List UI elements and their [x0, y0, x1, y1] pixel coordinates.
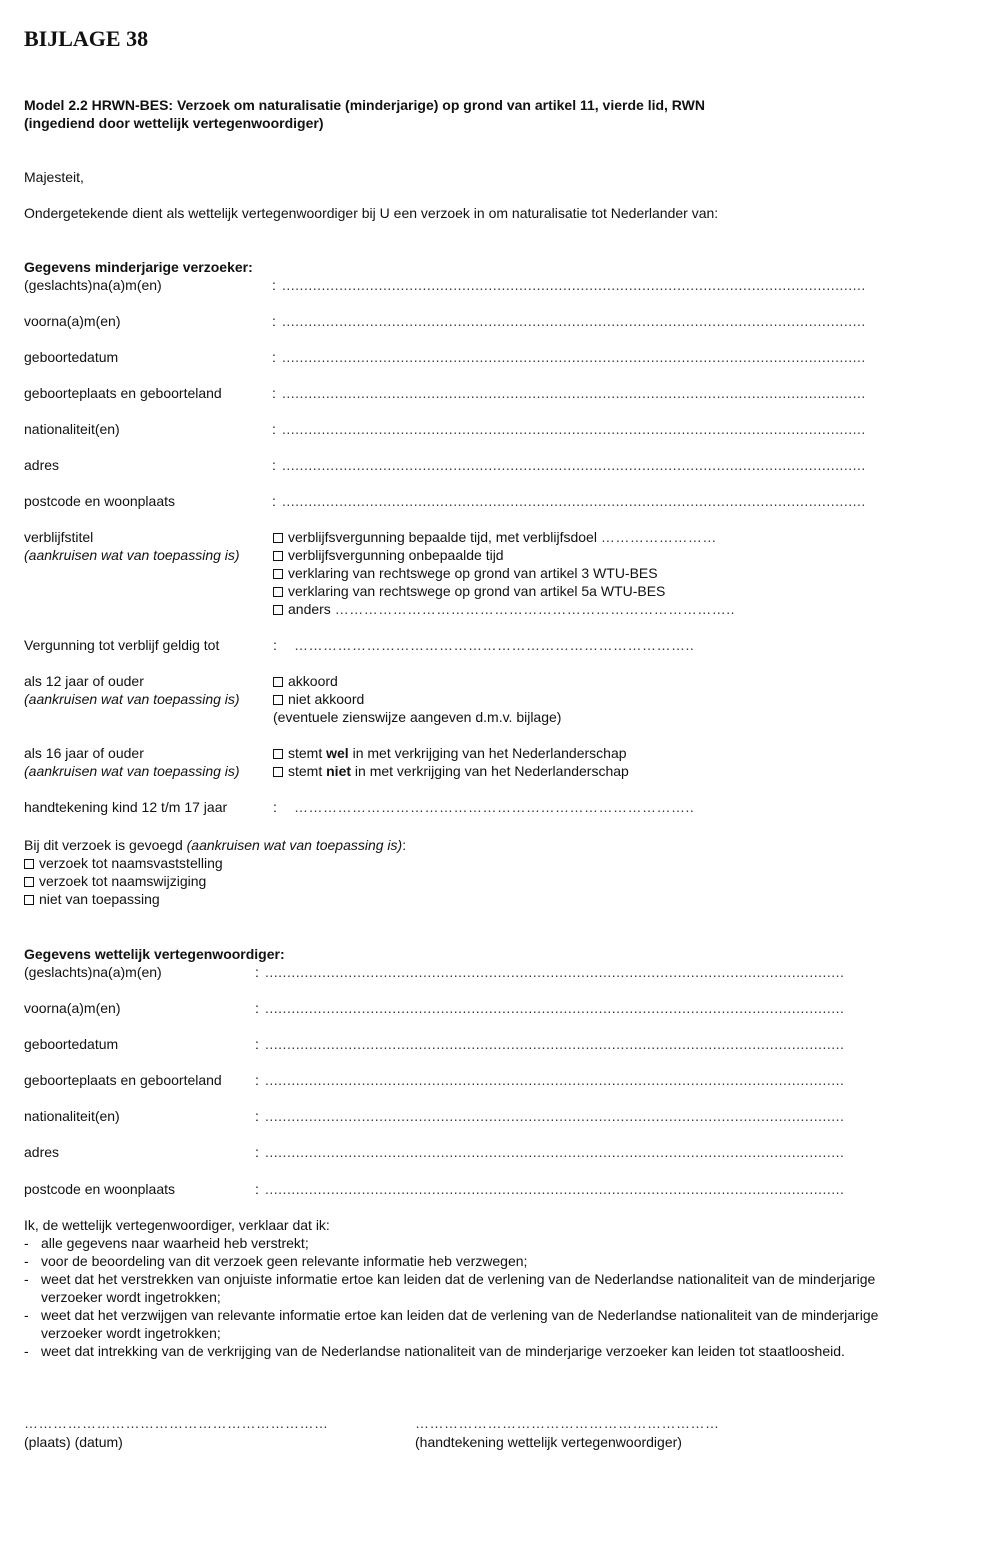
checkbox-icon[interactable]	[273, 605, 283, 615]
rep-field-label-postcode: postcode en woonplaats	[24, 1181, 175, 1197]
minor-postcode-input-line[interactable]: .....................................................................................................................................	[282, 493, 866, 509]
child-signature-input-line[interactable]: ………………………………………………………………………..	[294, 799, 695, 815]
rep-field-label-address: adres	[24, 1144, 60, 1160]
minor-birthdate-input-line[interactable]: .....................................................................................................................................	[282, 349, 866, 365]
checkbox-icon[interactable]	[273, 587, 283, 597]
checkbox-icon[interactable]	[273, 533, 283, 543]
rep-birthdate-input-line[interactable]: ....................................................................................................................................	[265, 1036, 845, 1052]
permit-option-other[interactable]: anders ………………………………………………………………………..	[273, 600, 735, 618]
age16-label: als 16 jaar of ouder	[24, 745, 144, 761]
declaration-dash: -	[24, 1235, 29, 1251]
minor-field-colon: :	[272, 457, 276, 473]
age12-option-agree[interactable]: akkoord	[273, 672, 338, 690]
rep-nationality-input-line[interactable]: ....................................................................................................................................	[265, 1108, 845, 1124]
minor-field-label-birthdate: geboortedatum	[24, 349, 119, 365]
checkbox-icon[interactable]	[24, 895, 34, 905]
rep-field-label-birthdate: geboortedatum	[24, 1036, 119, 1052]
attachment-option-name-change[interactable]: verzoek tot naamswijziging	[24, 872, 206, 890]
declaration-dash: -	[24, 1343, 29, 1359]
age16-option-consent[interactable]: stemt wel in met verkrijging van het Nederlanderschap	[273, 744, 627, 762]
rep-field-colon: :	[255, 1144, 259, 1160]
rep-surname-input-line[interactable]: ....................................................................................................................................	[265, 964, 845, 980]
attachment-option-name-establishment[interactable]: verzoek tot naamsvaststelling	[24, 854, 223, 872]
checkbox-icon[interactable]	[273, 695, 283, 705]
rep-address-input-line[interactable]: ....................................................................................................................................	[265, 1144, 845, 1160]
permit-option-temporary[interactable]: verblijfsvergunning bepaalde tijd, met verblijfsdoel ……………………	[273, 528, 717, 546]
minor-field-colon: :	[272, 421, 276, 437]
minor-section-heading: Gegevens minderjarige verzoeker:	[24, 259, 253, 275]
declaration-dash: -	[24, 1271, 29, 1287]
declaration-item-text: weet dat het verstrekken van onjuiste informatie ertoe kan leiden dat de verlening van de Nederlandse nationaliteit van de minderjarige verzoeker wordt ingetrokken;	[41, 1271, 876, 1305]
attachments-intro: Bij dit verzoek is gevoegd (aankruisen wat van toepassing is):	[24, 837, 407, 853]
age12-label: als 12 jaar of ouder	[24, 673, 144, 689]
minor-birthplace-input-line[interactable]: .....................................................................................................................................	[282, 385, 866, 401]
rep-field-colon: :	[255, 1000, 259, 1016]
checkbox-icon[interactable]	[273, 677, 283, 687]
permit-label: verblijfstitel	[24, 529, 94, 545]
rep-postcode-input-line[interactable]: ....................................................................................................................................	[265, 1181, 845, 1197]
minor-field-label-address: adres	[24, 457, 60, 473]
valid-until-label: Vergunning tot verblijf geldig tot	[24, 637, 220, 653]
rep-field-label-birthplace: geboorteplaats en geboorteland	[24, 1072, 222, 1088]
model-title-line-1: Model 2.2 HRWN-BES: Verzoek om naturalisatie (minderjarige) op grond van artikel 11, vierde lid, RWN	[24, 97, 705, 113]
minor-address-input-line[interactable]: .....................................................................................................................................	[282, 457, 866, 473]
salutation: Majesteit,	[24, 169, 84, 185]
age16-option-no-consent[interactable]: stemt niet in met verkrijging van het Nederlanderschap	[273, 762, 629, 780]
checkbox-icon[interactable]	[24, 877, 34, 887]
child-signature-colon: :	[273, 799, 277, 815]
permit-hint: (aankruisen wat van toepassing is)	[24, 547, 240, 563]
checkbox-icon[interactable]	[273, 767, 283, 777]
minor-field-colon: :	[272, 313, 276, 329]
age12-note: (eventuele zienswijze aangeven d.m.v. bijlage)	[273, 709, 562, 725]
permit-option-article3[interactable]: verklaring van rechtswege op grond van artikel 3 WTU-BES	[273, 564, 658, 582]
minor-field-colon: :	[272, 493, 276, 509]
minor-field-label-birthplace: geboorteplaats en geboorteland	[24, 385, 222, 401]
rep-firstnames-input-line[interactable]: ....................................................................................................................................	[265, 1000, 845, 1016]
minor-field-colon: :	[272, 385, 276, 401]
rep-field-colon: :	[255, 1036, 259, 1052]
valid-until-input-line[interactable]: ………………………………………………………………………..	[294, 637, 695, 653]
age12-hint: (aankruisen wat van toepassing is)	[24, 691, 240, 707]
minor-field-colon: :	[272, 277, 276, 293]
attachment-option-not-applicable[interactable]: niet van toepassing	[24, 890, 160, 908]
representative-signature-input-line[interactable]: ………………………………………………………	[415, 1415, 720, 1431]
representative-signature-label: (handtekening wettelijk vertegenwoordiger)	[415, 1434, 682, 1450]
permit-option-permanent[interactable]: verblijfsvergunning onbepaalde tijd	[273, 546, 504, 564]
valid-until-colon: :	[273, 637, 277, 653]
checkbox-icon[interactable]	[273, 551, 283, 561]
minor-field-colon: :	[272, 349, 276, 365]
representative-section-heading: Gegevens wettelijk vertegenwoordiger:	[24, 946, 285, 962]
rep-field-colon: :	[255, 1108, 259, 1124]
age16-hint: (aankruisen wat van toepassing is)	[24, 763, 240, 779]
permit-option-article5a[interactable]: verklaring van rechtswege op grond van artikel 5a WTU-BES	[273, 582, 665, 600]
model-title-line-2: (ingediend door wettelijk vertegenwoordiger)	[24, 115, 324, 131]
declaration-dash: -	[24, 1253, 29, 1269]
intro-text: Ondergetekende dient als wettelijk vertegenwoordiger bij U een verzoek in om naturalisatie tot Nederlander van:	[24, 205, 719, 221]
rep-field-label-firstnames: voorna(a)m(en)	[24, 1000, 121, 1016]
minor-field-label-postcode: postcode en woonplaats	[24, 493, 175, 509]
rep-field-label-surname: (geslachts)na(a)m(en)	[24, 964, 162, 980]
document-title: BIJLAGE 38	[24, 26, 149, 51]
permit-purpose-input-line[interactable]: ……………………	[600, 529, 717, 545]
minor-firstnames-input-line[interactable]: .....................................................................................................................................	[282, 313, 866, 329]
declaration-item-text: weet dat het verzwijgen van relevante informatie ertoe kan leiden dat de verlening van de Nederlandse nationaliteit van de minderjarige verzoeker wordt ingetrokken;	[41, 1307, 879, 1341]
place-date-label: (plaats) (datum)	[24, 1434, 123, 1450]
rep-field-colon: :	[255, 1072, 259, 1088]
permit-other-input-line[interactable]: ………………………………………………………………………..	[334, 601, 735, 617]
minor-nationality-input-line[interactable]: .....................................................................................................................................	[282, 421, 866, 437]
minor-field-label-nationality: nationaliteit(en)	[24, 421, 120, 437]
age12-option-disagree[interactable]: niet akkoord	[273, 690, 364, 708]
checkbox-icon[interactable]	[24, 859, 34, 869]
place-date-input-line[interactable]: ………………………………………………………	[24, 1415, 329, 1431]
minor-field-label-firstnames: voorna(a)m(en)	[24, 313, 121, 329]
declaration-dash: -	[24, 1307, 29, 1323]
checkbox-icon[interactable]	[273, 749, 283, 759]
child-signature-label: handtekening kind 12 t/m 17 jaar	[24, 799, 228, 815]
rep-field-colon: :	[255, 964, 259, 980]
rep-birthplace-input-line[interactable]: ....................................................................................................................................	[265, 1072, 845, 1088]
checkbox-icon[interactable]	[273, 569, 283, 579]
minor-field-label-surname: (geslachts)na(a)m(en)	[24, 277, 162, 293]
declaration-intro: Ik, de wettelijk vertegenwoordiger, verklaar dat ik:	[24, 1217, 330, 1233]
rep-field-colon: :	[255, 1181, 259, 1197]
rep-field-label-nationality: nationaliteit(en)	[24, 1108, 120, 1124]
minor-surname-input-line[interactable]: .....................................................................................................................................	[282, 277, 866, 293]
